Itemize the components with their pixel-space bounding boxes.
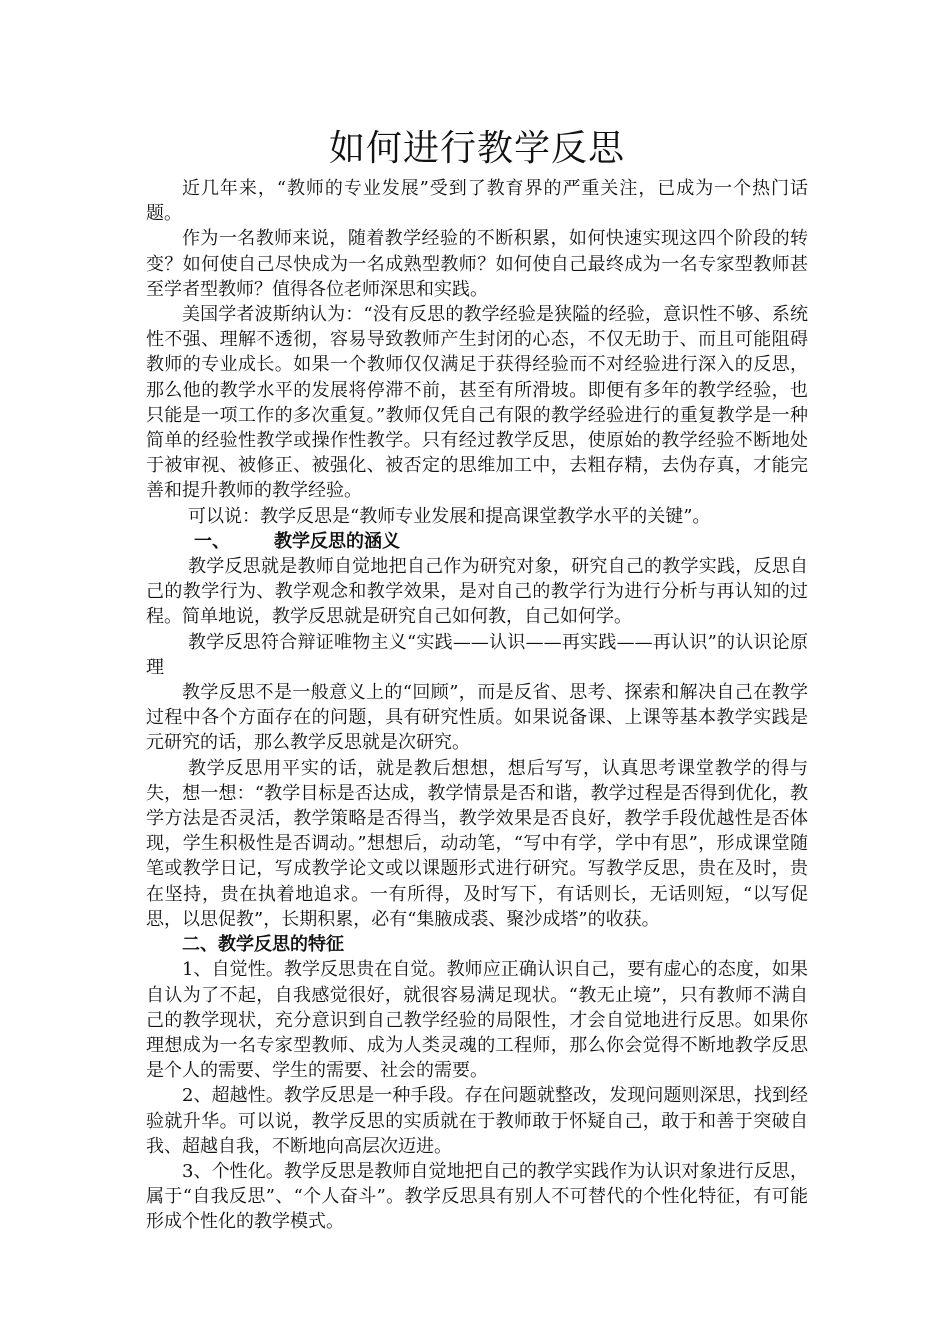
section-1-paragraph-1: 教学反思就是教师自觉地把自己作为研究对象，研究自己的教学实践，反思自己的教学行为、教学观念和教学效果，是对自己的教学行为进行分析与再认知的过程。简单地说，教学反思就是研究自己如何教，自己如何学。 (146, 556, 808, 628)
document-page (146, 124, 808, 1235)
intro-paragraph-2: 作为一名教师来说，随着教学经验的不断积累，如何快速实现这四个阶段的转变？如何使自己尽快成为一名成熟型教师？如何使自己最终成为一名专家型教师甚至学者型教师？值得各位老师深思和实践。 (146, 228, 808, 300)
section-2-paragraph-2: 2、超越性。教学反思是一种手段。存在问题就整改，发现问题则深思，找到经验就升华。可以说，教学反思的实质就在于教师敢于怀疑自己，敢于和善于突破自我、超越自我，不断地向高层次迈进。 (146, 1085, 808, 1157)
section-1-title: 教学反思的涵义 (274, 530, 400, 552)
section-1-paragraph-3: 教学反思不是一般意义上的“回顾”，而是反省、思考、探索和解决自己在教学过程中各个方面存在的问题，具有研究性质。如果说备课、上课等基本教学实践是元研究的话，那么教学反思就是次研究。 (146, 682, 808, 754)
section-2-paragraph-1: 1、自觉性。教学反思贵在自觉。教师应正确认识自己，要有虚心的态度，如果自认为了不起，自我感觉很好，就很容易满足现状。“教无止境”，只有教师不满自己的教学现状，充分意识到自己教学经验的局限性，才会自觉地进行反思。如果你理想成为一名专家型教师、成为人类灵魂的工程师，那么你会觉得不断地教学反思是个人的需要、学生的需要、社会的需要。 (146, 959, 808, 1082)
section-2-heading: 二、教学反思的特征 (182, 934, 344, 956)
section-1-paragraph-2: 教学反思符合辩证唯物主义“实践——认识——再实践——再认识”的认识论原理 (146, 631, 808, 678)
intro-paragraph-4: 可以说：教学反思是“教师专业发展和提高课堂教学水平的关键”。 (188, 505, 711, 527)
intro-paragraph-1: 近几年来，“教师的专业发展”受到了教育界的严重关注，已成为一个热门话题。 (146, 178, 808, 225)
section-2-paragraph-3: 3、个性化。教学反思是教师自觉地把自己的教学实践作为认识对象进行反思，属于“自我反思”、“个人奋斗”。教学反思具有别人不可替代的个性化特征，有可能形成个性化的教学模式。 (146, 1160, 808, 1233)
document-title: 如何进行教学反思 (328, 128, 625, 169)
intro-paragraph-3: 美国学者波斯纳认为：“没有反思的教学经验是狭隘的经验，意识性不够、系统性不强、理解不透彻，容易导致教师产生封闭的心态，不仅无助于、而且可能阻碍教师的专业成长。如果一个教师仅仅满足于获得经验而不对经验进行深入的反思，那么他的教学水平的发展将停滞不前，甚至有所滑坡。即便有多年的教学经验，也只能是一项工作的多次重复。”教师仅凭自己有限的教学经验进行的重复教学是一种简单的经验性教学或操作性教学。只有经过教学反思，使原始的教学经验不断地处于被审视、被修正、被强化、被否定的思维加工中，去粗存精，去伪存真，才能完善和提升教师的教学经验。 (146, 304, 808, 502)
section-1-heading (146, 529, 808, 554)
section-1-paragraph-4: 教学反思用平实的话，就是教后想想，想后写写，认真思考课堂教学的得与失，想一想：“教学目标是否达成，教学情景是否和谐，教学过程是否得到优化，教学方法是否灵活，教学策略是否得当，教学效果是否良好，教学手段优越性是否体现，学生积极性是否调动。”想想后，动动笔，“写中有学，学中有思”，形成课堂随笔或教学日记，写成教学论文或以课题形式进行研究。写教学反思，贵在及时，贵在坚持，贵在执着地追求。一有所得，及时写下，有话则长，无话则短，“以写促思，以思促教”，长期积累，必有“集腋成裘、聚沙成塔”的收获。 (146, 757, 808, 930)
section-1-number: 一、 (194, 530, 230, 552)
